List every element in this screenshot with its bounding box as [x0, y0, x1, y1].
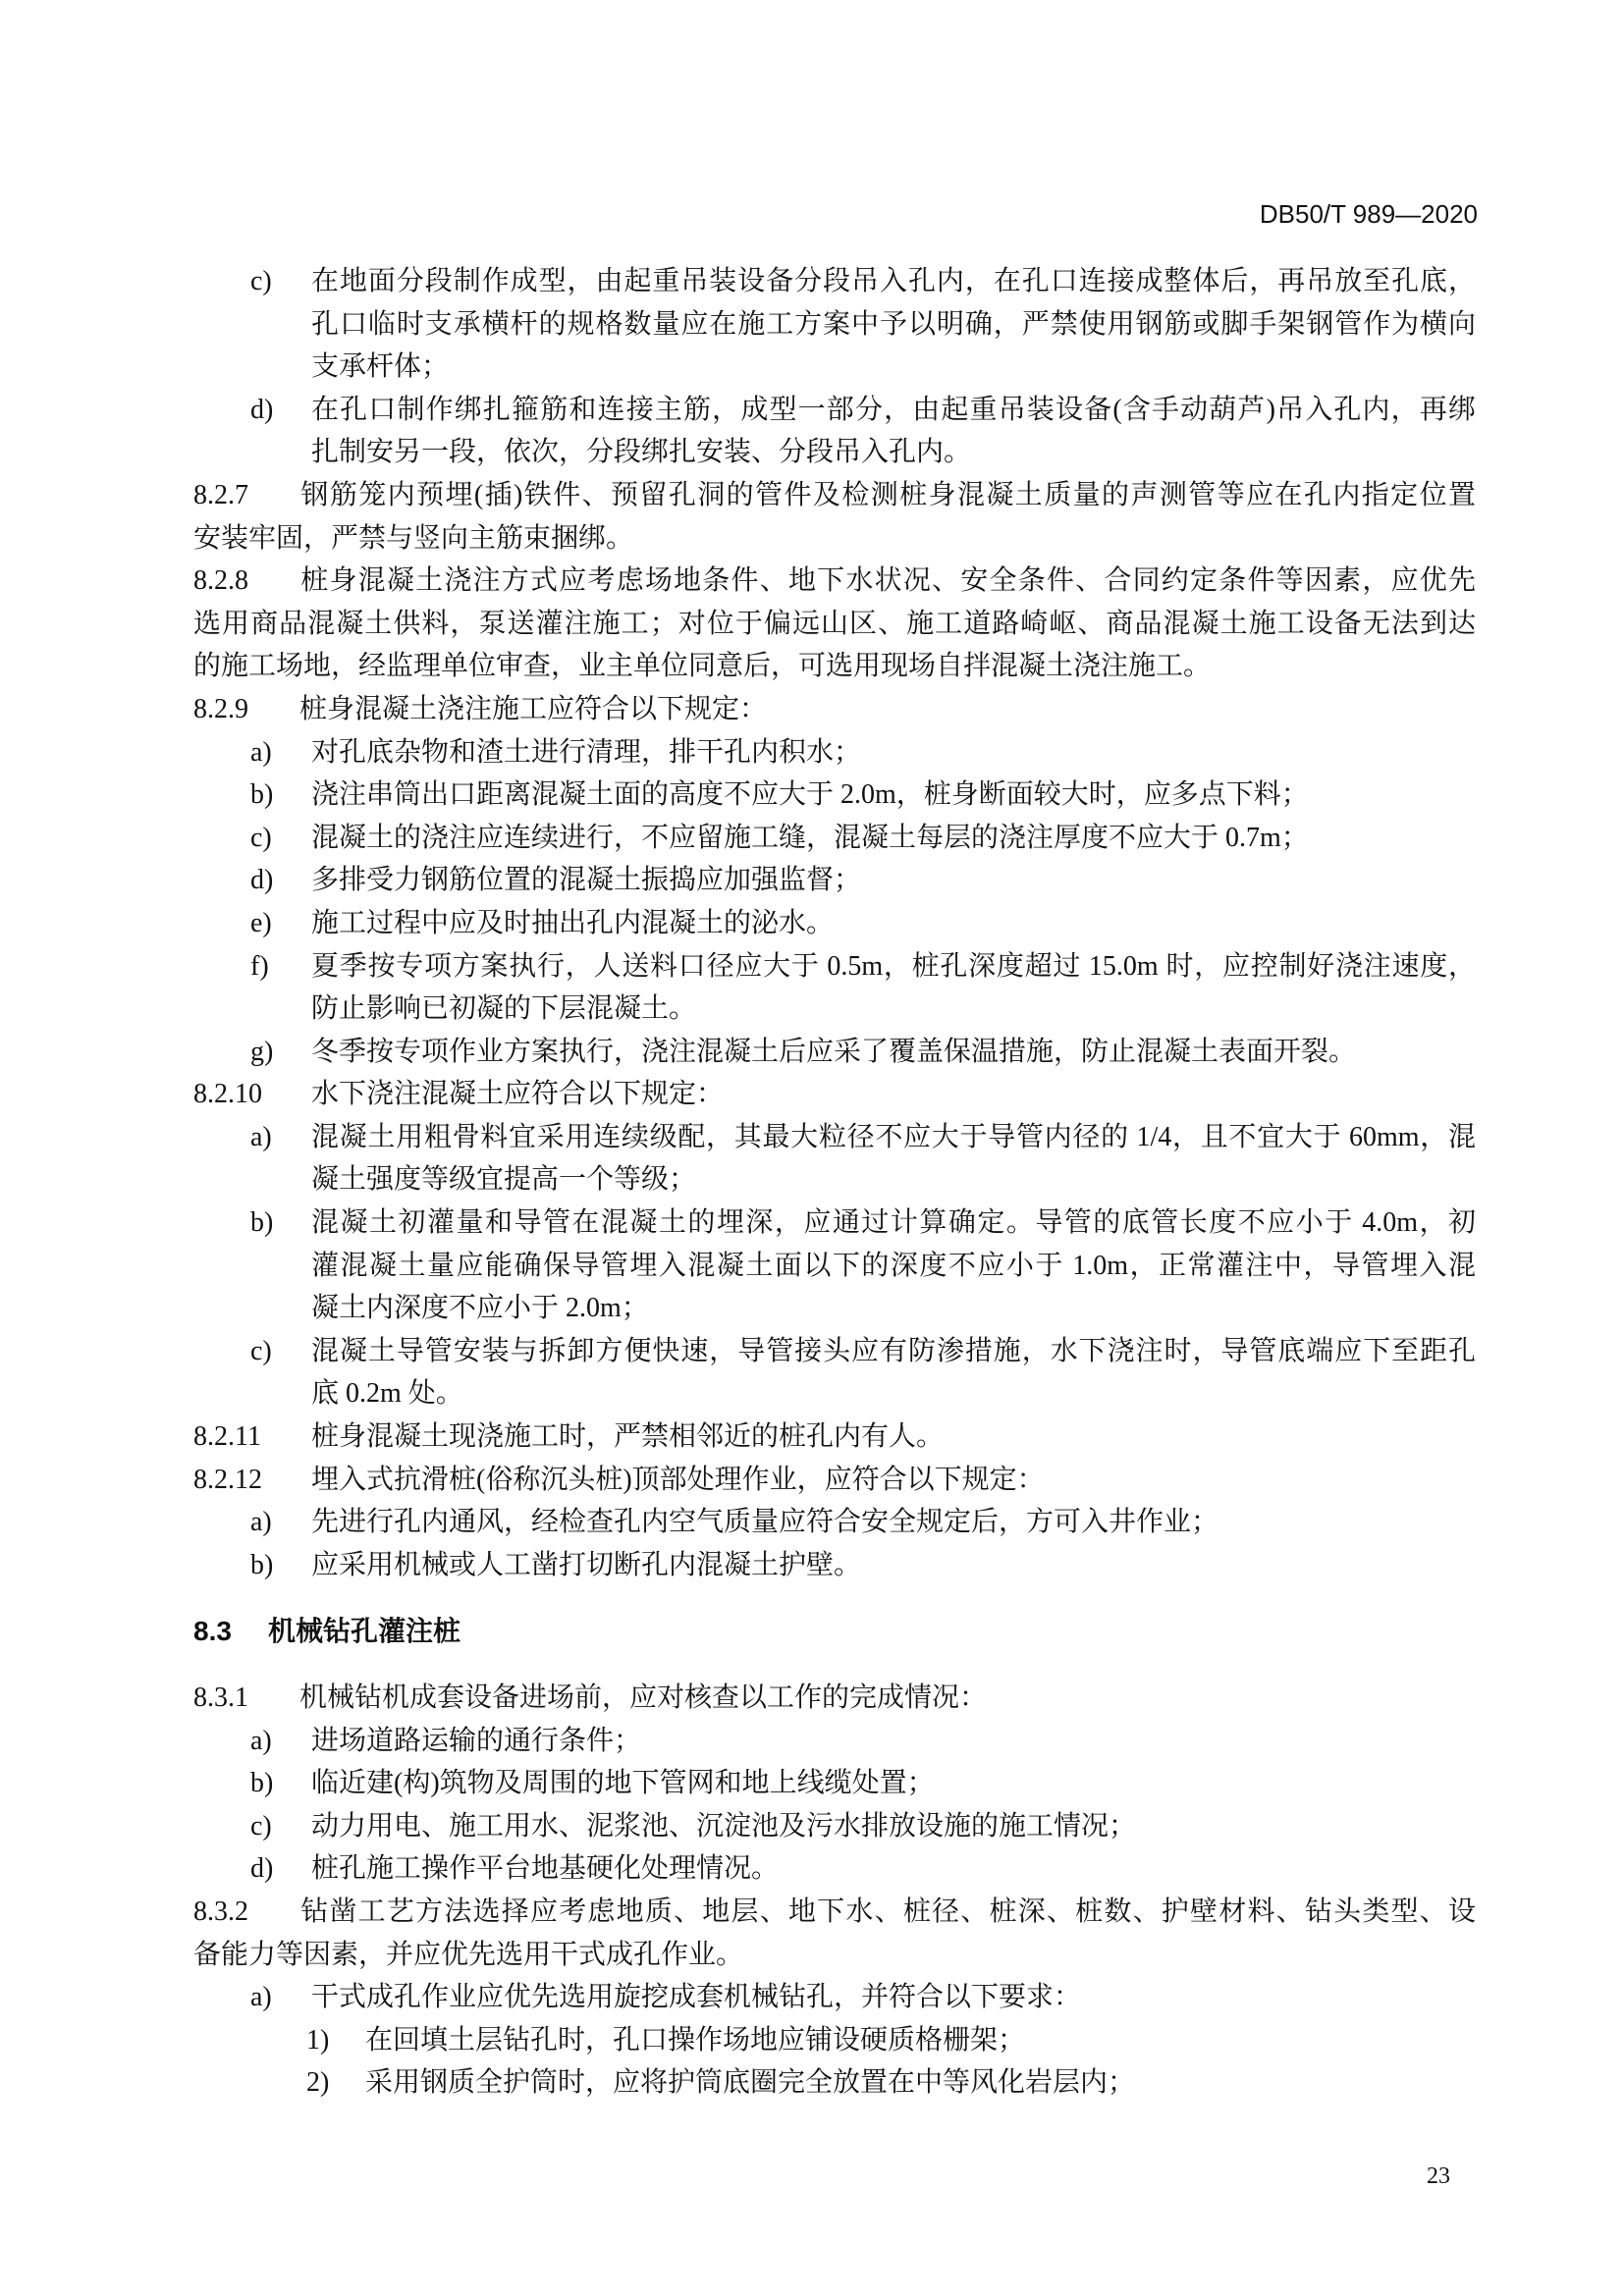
list-text: 扎制安另一段，依次，分段绑扎安装、分段吊入孔内。 [311, 437, 972, 468]
sub-list-label: 1) [306, 2024, 330, 2056]
page-number: 23 [1427, 2163, 1450, 2189]
list-item-a-continuation [193, 1158, 1476, 1201]
list-item-f-continuation [193, 988, 1476, 1031]
continued-list [193, 260, 1476, 474]
list-item-g [193, 1031, 1476, 1074]
list-label: d) [250, 394, 274, 425]
list-text: 桩孔施工操作平台地基硬化处理情况。 [311, 1853, 780, 1885]
clause-first-line [193, 1459, 1476, 1502]
clause-text: 桩身混凝土浇注方式应考虑场地条件、地下水状况、安全条件、合同约定条件等因素，应优先 [299, 565, 1476, 597]
list-label: c) [250, 1810, 272, 1842]
clause-first-line [193, 560, 1476, 603]
section-title: 机械钻孔灌注桩 [268, 1616, 461, 1646]
clause-text: 钢筋笼内预埋(插)铁件、预留孔洞的管件及检测桩身混凝土质量的声测管等应在孔内指定位置 [299, 479, 1476, 510]
clause-text: 的施工场地，经监理单位审查，业主单位同意后，可选用现场自拌混凝土浇注施工。 [193, 651, 1212, 682]
list-text: 夏季按专项方案执行，人送料口径应大于 0.5m，桩孔深度超过 15.0m 时，应控制好浇注速度， [311, 950, 1476, 982]
list-text: 凝土内深度不应小于 2.0m； [311, 1293, 649, 1324]
list-item-c [193, 1805, 1476, 1848]
clause-text: 桩身混凝土浇注施工应符合以下规定： [299, 693, 768, 724]
list-text: 临近建(构)筑物及周围的地下管网和地上线缆处置； [311, 1768, 935, 1799]
list-item-b-continuation [193, 1287, 1476, 1330]
list-item-a [193, 1116, 1476, 1159]
list-item-b-continuation [193, 1245, 1476, 1288]
clause-number: 8.2.11 [193, 1421, 261, 1453]
list-text: 先进行孔内通风，经检查孔内空气质量应符合安全规定后，方可入井作业； [311, 1507, 1219, 1538]
sub-list-item-1 [193, 2019, 1476, 2062]
section-number: 8.3 [193, 1616, 232, 1646]
clause-number: 8.2.7 [193, 479, 248, 510]
list-label: b) [250, 1207, 274, 1239]
list-label: d) [250, 1853, 274, 1885]
clause-8-2-8 [193, 560, 1476, 688]
list-item-a [193, 731, 1476, 774]
list-text: 凝土强度等级宜提高一个等级； [311, 1164, 697, 1196]
list-label: a) [250, 1725, 272, 1756]
clause-8-2-9 [193, 688, 1476, 1073]
list-label: c) [250, 1335, 272, 1366]
list-item-c-continuation [193, 1372, 1476, 1415]
clause-text: 安装牢固，严禁与竖向主筋束捆绑。 [193, 522, 634, 554]
clause-8-2-10 [193, 1073, 1476, 1415]
list-item-b [193, 1544, 1476, 1587]
list-text: 对孔底杂物和渣土进行清理，排干孔内积水； [311, 736, 862, 768]
list-label: a) [250, 1121, 272, 1152]
clause-continuation [193, 645, 1476, 688]
clause-text: 水下浇注混凝土应符合以下规定： [311, 1079, 725, 1110]
sub-list-item-2 [193, 2061, 1476, 2105]
list-text: 底 0.2m 处。 [311, 1378, 463, 1410]
sub-list-text: 在回填土层钻孔时，孔口操作场地应铺设硬质格栅架； [365, 2024, 1026, 2056]
clause-8-2-12 [193, 1459, 1476, 1587]
list-text: 进场道路运输的通行条件； [311, 1725, 642, 1756]
list-item-d-continuation [193, 431, 1476, 474]
clause-text: 机械钻机成套设备进场前，应对核查以工作的完成情况： [299, 1682, 988, 1713]
list-text: 防止影响已初凝的下层混凝土。 [311, 993, 697, 1025]
clause-continuation [193, 603, 1476, 646]
list-label: a) [250, 1507, 272, 1538]
list-item-c [193, 260, 1476, 303]
list-label: d) [250, 865, 274, 896]
list-label: b) [250, 1768, 274, 1799]
clause-number: 8.2.10 [193, 1079, 262, 1110]
list-item-b [193, 774, 1476, 817]
clause-continuation [193, 517, 1476, 561]
list-text: 混凝土用粗骨料宜采用连续级配，其最大粒径不应大于导管内径的 1/4，且不宜大于 60mm，混 [311, 1121, 1476, 1152]
list-item-c [193, 817, 1476, 860]
list-label: a) [250, 736, 272, 768]
list-text: 施工过程中应及时抽出孔内混凝土的泌水。 [311, 907, 835, 938]
list-item-c-continuation [193, 303, 1476, 347]
clause-number: 8.2.8 [193, 565, 248, 597]
clause-first-line [193, 474, 1476, 517]
list-text: 冬季按专项作业方案执行，浇注混凝土后应采了覆盖保温措施，防止混凝土表面开裂。 [311, 1036, 1357, 1067]
clause-text: 桩身混凝土现浇施工时，严禁相邻近的桩孔内有人。 [311, 1421, 945, 1453]
clause-text: 埋入式抗滑桩(俗称沉头桩)顶部处理作业，应符合以下规定： [311, 1464, 1045, 1495]
list-text: 混凝土导管安装与拆卸方便快速，导管接头应有防渗措施，水下浇注时，导管底端应下至距孔 [311, 1335, 1476, 1366]
list-text: 混凝土的浇注应连续进行，不应留施工缝，混凝土每层的浇注厚度不应大于 0.7m； [311, 822, 1309, 853]
clause-first-line [193, 1677, 1476, 1720]
clause-number: 8.3.1 [193, 1682, 248, 1713]
standard-code-header: DB50/T 989—2020 [1259, 199, 1478, 229]
clause-number: 8.2.12 [193, 1464, 262, 1495]
clause-text: 钻凿工艺方法选择应考虑地质、地层、地下水、桩径、桩深、桩数、护壁材料、钻头类型、设 [299, 1896, 1476, 1927]
clause-number: 8.2.9 [193, 693, 248, 724]
list-label: e) [250, 907, 272, 938]
list-label: g) [250, 1036, 274, 1067]
sub-list-label: 2) [306, 2067, 330, 2099]
clause-first-line [193, 1073, 1476, 1116]
list-label: a) [250, 1982, 272, 2013]
list-label: c) [250, 822, 272, 853]
list-label: b) [250, 779, 274, 811]
list-text: 动力用电、施工用水、泥浆池、沉淀池及污水排放设施的施工情况； [311, 1810, 1137, 1842]
list-text: 应采用机械或人工凿打切断孔内混凝土护壁。 [311, 1549, 862, 1580]
list-label: b) [250, 1549, 274, 1580]
document-body [193, 260, 1476, 2105]
clause-text: 备能力等因素，并应优先选用干式成孔作业。 [193, 1939, 744, 1970]
list-item-c-continuation [193, 346, 1476, 389]
sub-list-text: 采用钢质全护筒时，应将护筒底圈完全放置在中等风化岩层内； [365, 2067, 1136, 2099]
list-text: 干式成孔作业应优先选用旋挖成套机械钻孔，并符合以下要求： [311, 1982, 1082, 2013]
list-text: 混凝土初灌量和导管在混凝土的埋深，应通过计算确定。导管的底管长度不应小于 4.0m，初 [311, 1207, 1476, 1239]
list-item-b [193, 1762, 1476, 1805]
clause-continuation [193, 1934, 1476, 1977]
list-item-a [193, 1501, 1476, 1544]
list-item-c [193, 1330, 1476, 1373]
clause-8-3-2 [193, 1891, 1476, 2105]
clause-text: 选用商品混凝土供料，泵送灌注施工；对位于偏远山区、施工道路崎岖、商品混凝土施工设备无法到达 [193, 608, 1476, 639]
list-label: f) [250, 950, 269, 982]
list-text: 在孔口制作绑扎箍筋和连接主筋，成型一部分，由起重吊装设备(含手动葫芦)吊入孔内，再绑 [311, 394, 1476, 425]
list-item-d [193, 389, 1476, 432]
list-text: 孔口临时支承横杆的规格数量应在施工方案中予以明确，严禁使用钢筋或脚手架钢管作为横向 [311, 308, 1476, 340]
list-text: 灌混凝土量应能确保导管埋入混凝土面以下的深度不应小于 1.0m，正常灌注中，导管埋入混 [311, 1250, 1476, 1281]
clause-first-line [193, 1891, 1476, 1934]
section-heading-8-3 [193, 1610, 1476, 1653]
list-text: 多排受力钢筋位置的混凝土振捣应加强监督； [311, 865, 862, 896]
clause-first-line [193, 1415, 1476, 1459]
list-item-a [193, 1720, 1476, 1763]
clause-8-3-1 [193, 1677, 1476, 1891]
list-item-a [193, 1976, 1476, 2019]
list-item-f [193, 945, 1476, 988]
clause-8-2-11 [193, 1415, 1476, 1459]
list-item-e [193, 902, 1476, 945]
clause-number: 8.3.2 [193, 1896, 248, 1927]
list-text: 支承杆体； [311, 351, 450, 383]
clause-first-line [193, 688, 1476, 731]
list-item-b [193, 1201, 1476, 1245]
list-text: 在地面分段制作成型，由起重吊装设备分段吊入孔内，在孔口连接成整体后，再吊放至孔底， [311, 266, 1476, 296]
clause-8-2-7 [193, 474, 1476, 560]
list-item-d [193, 859, 1476, 902]
list-item-d [193, 1847, 1476, 1891]
list-label: c) [250, 266, 272, 296]
list-text: 浇注串筒出口距离混凝土面的高度不应大于 2.0m，桩身断面较大时，应多点下料； [311, 779, 1309, 811]
